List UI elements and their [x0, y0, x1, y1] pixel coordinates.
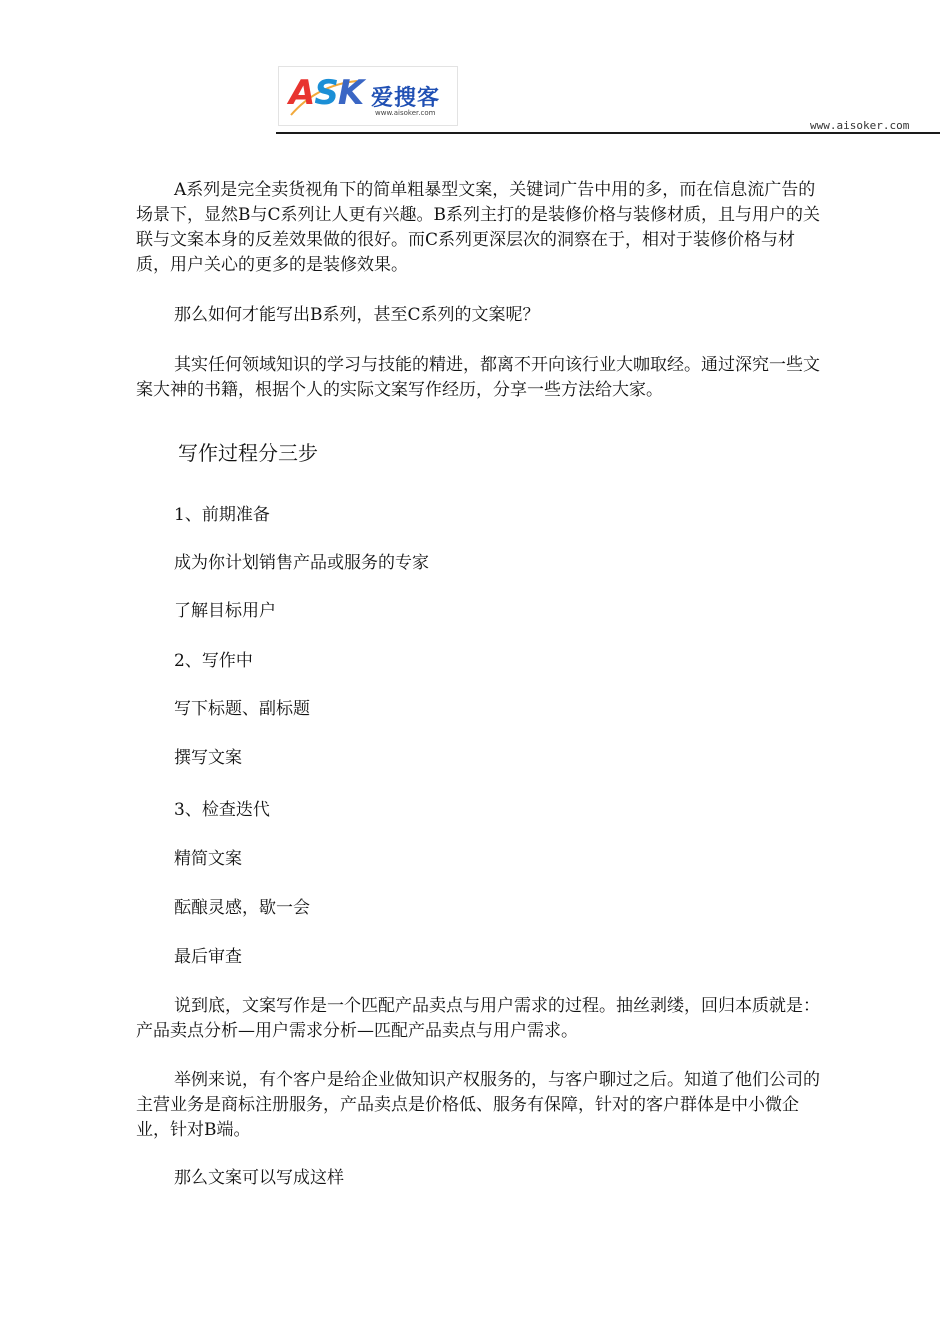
step-1-item-2: 了解目标用户 — [174, 601, 276, 621]
paragraph-summary: 说到底，文案写作是一个匹配产品卖点与用户需求的过程。抽丝剥缕，回归本质就是：产品卖点分析—用户需求分析—匹配产品卖点与用户需求。 — [136, 996, 820, 1041]
logo-letter-k: K — [337, 73, 364, 113]
logo-letter-a: A — [289, 73, 315, 113]
logo-url-text: www.aisoker.com — [375, 109, 436, 117]
section-heading: 写作过程分三步 — [178, 441, 318, 465]
logo-chinese-text: 爱搜客 — [371, 86, 441, 111]
logo-letter-s: S — [314, 73, 338, 113]
paragraph-approach: 其实任何领域知识的学习与技能的精进，都离不开向该行业大咖取经。通过深究一些文案大神的书籍，根据个人的实际文案写作经历，分享一些方法给大家。 — [136, 355, 820, 400]
paragraph-example: 举例来说，有个客户是给企业做知识产权服务的，与客户聊过之后。知道了他们公司的主营业务是商标注册服务，产品卖点是价格低、服务有保障，针对的客户群体是中小微企业，针对B端。 — [136, 1070, 820, 1140]
site-url: www.aisoker.com — [810, 119, 910, 132]
step-1-title: 1、前期准备 — [174, 505, 270, 525]
logo-letters — [289, 73, 363, 113]
aisoker-logo — [278, 66, 458, 126]
step-2-item-2: 撰写文案 — [174, 748, 242, 768]
step-2-item-1: 写下标题、副标题 — [174, 699, 310, 719]
step-3-item-2: 酝酿灵感，歇一会 — [174, 898, 310, 918]
paragraph-question: 那么如何才能写出B系列，甚至C系列的文案呢？ — [174, 305, 540, 325]
header-rule — [276, 132, 940, 134]
page-header — [0, 0, 950, 140]
step-3-item-1: 精简文案 — [174, 849, 242, 869]
paragraph-intro: A系列是完全卖货视角下的简单粗暴型文案，关键词广告中用的多，而在信息流广告的场景下，显然B与C系列让人更有兴趣。B系列主打的是装修价格与装修材质，且与用户的关联与文案本身的反差效果做的很好。而C系列更深层次的洞察在于，相对于装修价格与材质，用户关心的更多的是装修效果。 — [136, 180, 820, 275]
document-body — [136, 178, 826, 1191]
step-3-title: 3、检查迭代 — [174, 800, 270, 820]
paragraph-closing: 那么文案可以写成这样 — [174, 1168, 344, 1188]
step-2-title: 2、写作中 — [174, 651, 253, 671]
step-3-item-3: 最后审查 — [174, 947, 242, 967]
step-1-item-1: 成为你计划销售产品或服务的专家 — [174, 553, 429, 573]
